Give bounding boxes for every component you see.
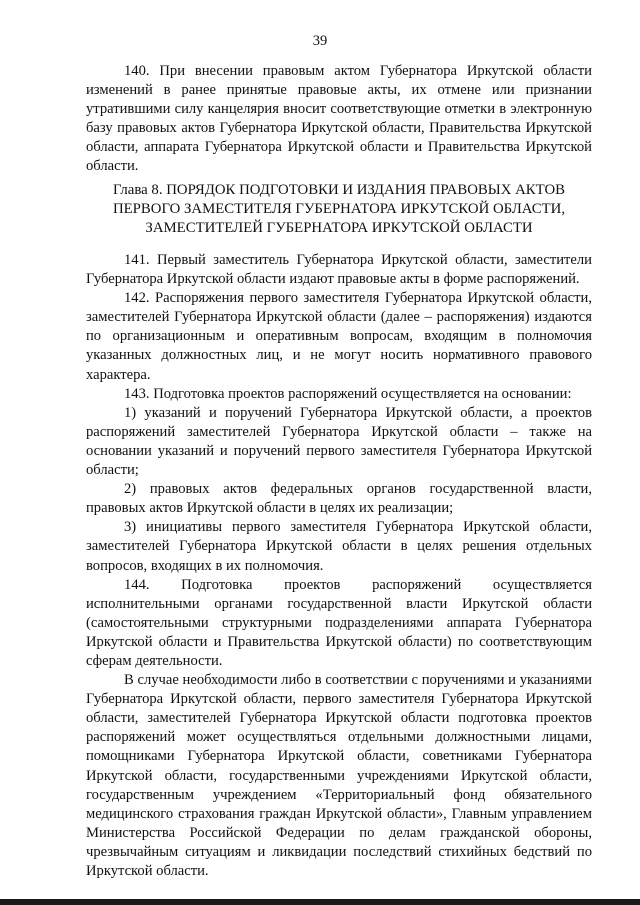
- scan-bottom-edge: [0, 899, 640, 905]
- chapter-heading-line-1: Глава 8. ПОРЯДОК ПОДГОТОВКИ И ИЗДАНИЯ ПРАВОВЫХ АКТОВ: [112, 182, 566, 198]
- paragraph-141: 141. Первый заместитель Губернатора Иркутской области, заместители Губернатора Иркутской области издают правовые акты в форме распоряжений.: [86, 252, 592, 288]
- paragraph-142: 142. Распоряжения первого заместителя Губернатора Иркутской области, заместителей Губернатора Иркутской области (далее – распоряжения) издаются по организационным и оперативным вопросам, входящим в полномочия указанных должностных лиц, и не могут носить нормативного правового характера.: [86, 290, 592, 383]
- paragraph-143-item-3: 3) инициативы первого заместителя Губернатора Иркутской области, заместителей Губернатора Иркутской области в целях решения отдельных вопросов, входящих в их полномочия.: [86, 519, 592, 574]
- chapter-heading: [86, 181, 592, 239]
- paragraph-143-item-1: 1) указаний и поручений Губернатора Иркутской области, а проектов распоряжений заместителей Губернатора Иркутской области – также на основании указаний и поручений первого заместителя Губернатора Иркутской области;: [86, 404, 592, 479]
- chapter-heading-line-2: ПЕРВОГО ЗАМЕСТИТЕЛЯ ГУБЕРНАТОРА ИРКУТСКОЙ ОБЛАСТИ,: [112, 201, 566, 218]
- paragraph-143: 143. Подготовка проектов распоряжений осуществляется на основании:: [124, 385, 572, 402]
- paragraph-140: 140. При внесении правовым актом Губернатора Иркутской области изменений в ранее принятые правовые акты, их отмене или признании утратившими силу канцелярия вносит соответствующие отметки в электронную базу правовых актов Губернатора Иркутской области, Правительства Иркутской области, аппарата Губернатора Иркутской области и Правительства Иркутской области.: [86, 63, 592, 175]
- paragraph-block-top: [86, 62, 592, 177]
- paragraph-block-main: [86, 251, 592, 881]
- chapter-heading-line-3: ЗАМЕСТИТЕЛЕЙ ГУБЕРНАТОРА ИРКУТСКОЙ ОБЛАСТИ: [145, 220, 533, 237]
- paragraph-144: 144. Подготовка проектов распоряжений осуществляется исполнительными органами государственной власти Иркутской области (самостоятельными структурными подразделениями аппарата Губернатора Иркутской области и Правительства Иркутской области) по соответствующим сферам деятельности.: [86, 576, 592, 669]
- page-number: 39: [312, 33, 328, 49]
- paragraph-144-continued: В случае необходимости либо в соответствии с поручениями и указаниями Губернатора Иркутской области, первого заместителя Губернатора Иркутской области, заместителей Губернатора Иркутской области подготовка проектов распоряжений может осуществляться отдельными должностными лицами, помощниками Губернатора Иркутской области, советниками Губернатора Иркутской области, государственными учреждениями Иркутской области, государственным учреждением «Территориальный фонд обязательного медицинского страхования граждан Иркутской области», Главным управлением Министерства Российской Федерации по делам гражданской обороны, чрезвычайным ситуациям и ликвидации последствий стихийных бедствий по Иркутской области.: [86, 672, 592, 879]
- paragraph-143-item-2: 2) правовых актов федеральных органов государственной власти, правовых актов Иркутской области в целях их реализации;: [86, 481, 592, 517]
